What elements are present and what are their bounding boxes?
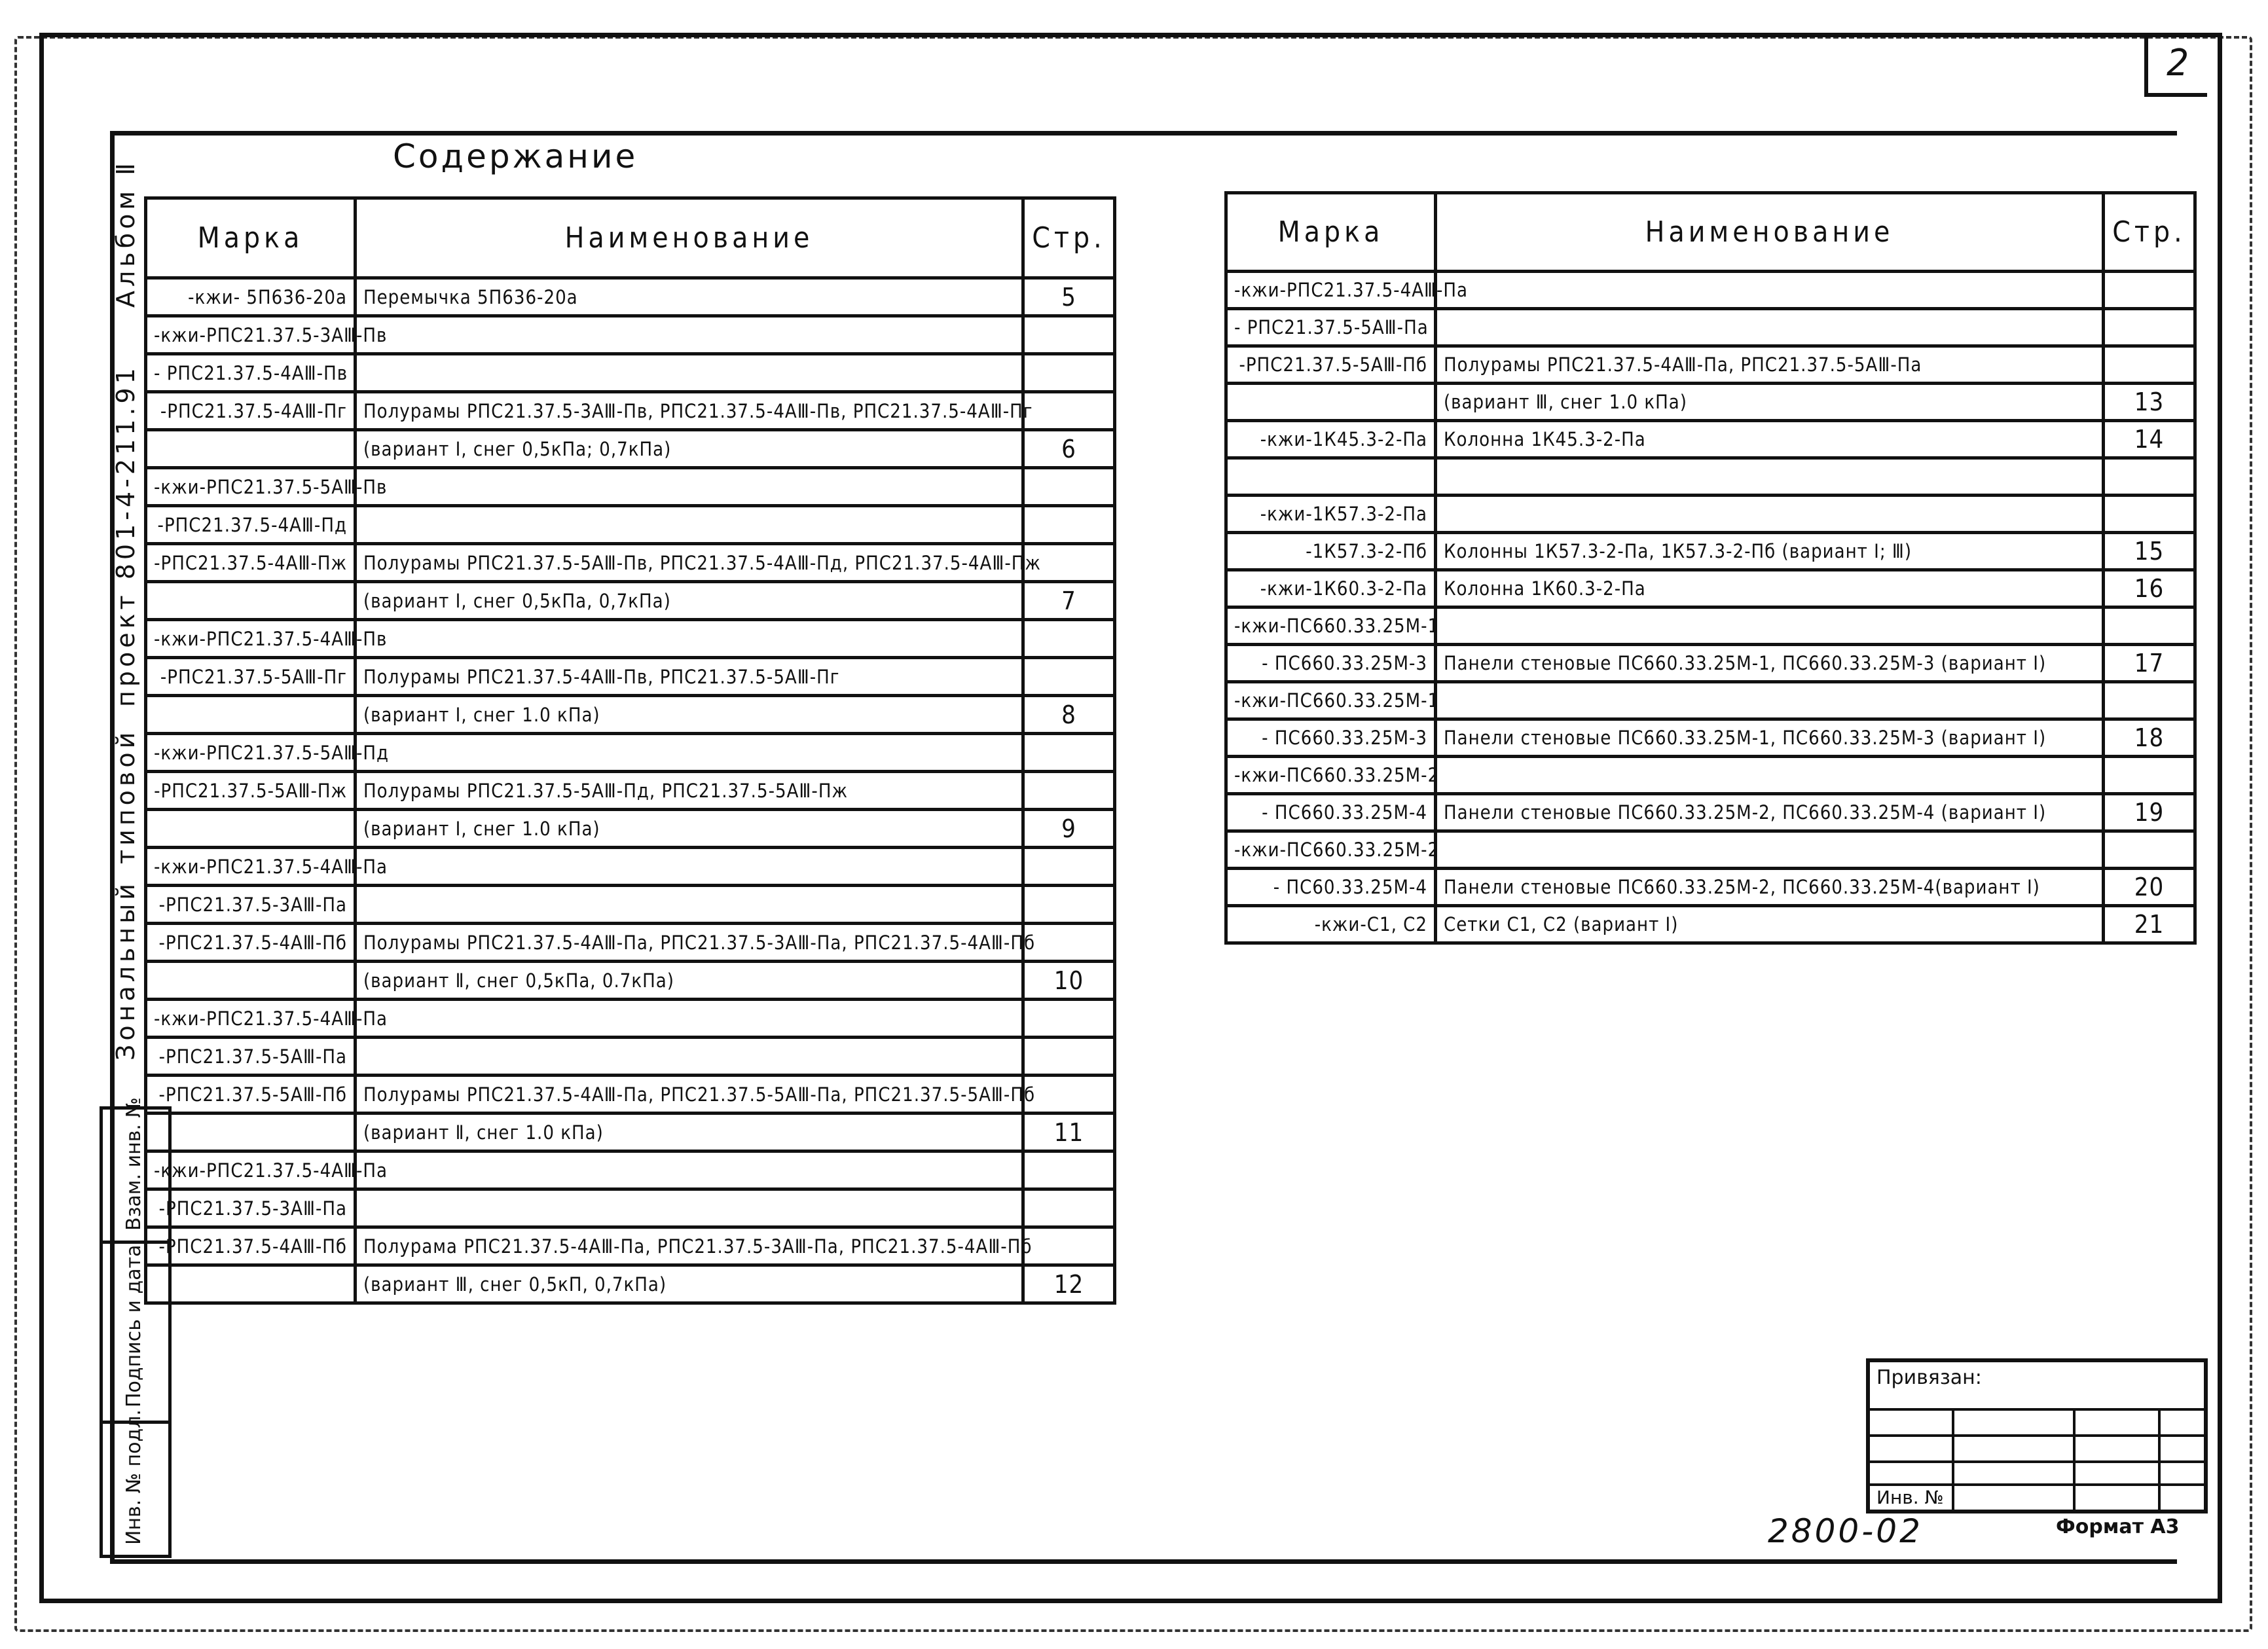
- name-cell: (вариант I, снег 0,5кПа; 0,7кПа): [356, 430, 1023, 468]
- marka-cell: -РПС21.37.5-5АⅢ-Пг: [146, 658, 356, 696]
- page-cell: 20: [2104, 869, 2195, 906]
- table-row: [1226, 794, 2195, 831]
- page-cell: [1023, 1000, 1115, 1038]
- page-cell: 21: [2104, 906, 2195, 943]
- header-name: Наименование: [356, 198, 1023, 278]
- table-row: [1226, 458, 2195, 496]
- page-cell: 8: [1023, 696, 1115, 734]
- marka-cell: - ПС660.33.25М-3: [1226, 719, 1436, 757]
- page-cell: [2104, 682, 2195, 719]
- table-row: [146, 1114, 1115, 1151]
- name-cell: Панели стеновые ПС660.33.25М-2, ПС660.33.25М-4(вариант I): [1436, 869, 2104, 906]
- marka-cell: - РПС21.37.5-5АⅢ-Па: [1226, 309, 1436, 346]
- marka-cell: -кжи-ПС660.33.25М-2: [1226, 757, 1436, 794]
- table-row: [1226, 570, 2195, 607]
- page-cell: [1023, 1151, 1115, 1189]
- name-cell: [356, 506, 1023, 544]
- name-cell: [1436, 458, 2104, 496]
- page-number: 2: [2144, 34, 2207, 97]
- privyazan-label: Привязан:: [1876, 1366, 1982, 1389]
- page-cell: [1023, 468, 1115, 506]
- table-row: [1226, 272, 2195, 309]
- marka-cell: -кжи-РПС21.37.5-4АⅢ-Па: [146, 1000, 356, 1038]
- table-row: [146, 354, 1115, 392]
- name-cell: [356, 1038, 1023, 1076]
- marka-cell: -1К57.3-2-Пб: [1226, 533, 1436, 570]
- title-block-line: [2073, 1408, 2076, 1510]
- marka-cell: -кжи-РПС21.37.5-4АⅢ-Па: [1226, 272, 1436, 309]
- page-cell: 15: [2104, 533, 2195, 570]
- marka-cell: -РПС21.37.5-4АⅢ-Пб: [146, 924, 356, 962]
- name-cell: [1436, 682, 2104, 719]
- name-cell: (вариант Ⅲ, снег 0,5кП, 0,7кПа): [356, 1265, 1023, 1303]
- signature-date-label: Подпись и дата: [122, 1244, 145, 1407]
- page-cell: [1023, 620, 1115, 658]
- page-cell: [2104, 346, 2195, 384]
- name-cell: (вариант Ⅲ, снег 1.0 кПа): [1436, 384, 2104, 421]
- table-row: [1226, 384, 2195, 421]
- page-cell: [1023, 886, 1115, 924]
- page-cell: 19: [2104, 794, 2195, 831]
- page-cell: [1023, 772, 1115, 810]
- header-marka-right: Марка: [1226, 193, 1436, 272]
- name-cell: Полурамы РПС21.37.5-4АⅢ-Пв, РПС21.37.5-5АⅢ-Пг: [356, 658, 1023, 696]
- marka-cell: -кжи-1К60.3-2-Па: [1226, 570, 1436, 607]
- contents-table-left: [144, 196, 1116, 1305]
- marka-cell: -кжи-РПС21.37.5-4АⅢ-Пв: [146, 620, 356, 658]
- marka-cell: -РПС21.37.5-4АⅢ-Пд: [146, 506, 356, 544]
- table-row: [146, 582, 1115, 620]
- name-cell: (вариант I, снег 0,5кПа, 0,7кПа): [356, 582, 1023, 620]
- contents-right-body: [1226, 272, 2195, 943]
- page-cell: 16: [2104, 570, 2195, 607]
- name-cell: Полурамы РПС21.37.5-3АⅢ-Пв, РПС21.37.5-4АⅢ-Пв, РПС21.37.5-4АⅢ-Пг: [356, 392, 1023, 430]
- header-page-right: Стр.: [2104, 193, 2195, 272]
- table-row: [146, 544, 1115, 582]
- page-cell: 14: [2104, 421, 2195, 458]
- marka-cell: -кжи-1К57.3-2-Па: [1226, 496, 1436, 533]
- page-cell: [1023, 1227, 1115, 1265]
- marka-cell: [146, 810, 356, 848]
- page-cell: [1023, 1189, 1115, 1227]
- table-row: [1226, 719, 2195, 757]
- contents-left-body: [146, 278, 1115, 1303]
- name-cell: (вариант I, снег 1.0 кПа): [356, 696, 1023, 734]
- table-row: [1226, 645, 2195, 682]
- name-cell: [1436, 272, 2104, 309]
- table-row: [146, 620, 1115, 658]
- page-cell: 11: [1023, 1114, 1115, 1151]
- marka-cell: -РПС21.37.5-4АⅢ-Пг: [146, 392, 356, 430]
- marka-cell: -РПС21.37.5-5АⅢ-Пж: [146, 772, 356, 810]
- table-row: [146, 962, 1115, 1000]
- page-cell: [1023, 1076, 1115, 1114]
- marka-cell: -кжи-1К45.3-2-Па: [1226, 421, 1436, 458]
- page-cell: 5: [1023, 278, 1115, 316]
- name-cell: Полурама РПС21.37.5-4АⅢ-Па, РПС21.37.5-3АⅢ-Па, РПС21.37.5-4АⅢ-Пб: [356, 1227, 1023, 1265]
- name-cell: [356, 1151, 1023, 1189]
- table-row: [146, 848, 1115, 886]
- title-block-line: [2158, 1408, 2161, 1510]
- page-cell: [1023, 354, 1115, 392]
- name-cell: [1436, 607, 2104, 645]
- name-cell: [1436, 309, 2104, 346]
- album-label: Альбом Ⅱ: [111, 159, 140, 308]
- contents-table-right: [1224, 191, 2197, 945]
- title-block-line: [1952, 1408, 1954, 1510]
- stamp-divider: [103, 1241, 168, 1244]
- name-cell: [356, 468, 1023, 506]
- marka-cell: -кжи-РПС21.37.5-3АⅢ-Пв: [146, 316, 356, 354]
- marka-cell: [146, 962, 356, 1000]
- name-cell: Колонна 1К60.3-2-Па: [1436, 570, 2104, 607]
- marka-cell: [146, 696, 356, 734]
- table-row: [146, 468, 1115, 506]
- page-cell: [1023, 848, 1115, 886]
- page-cell: 18: [2104, 719, 2195, 757]
- page-cell: 9: [1023, 810, 1115, 848]
- page-cell: [1023, 392, 1115, 430]
- page-cell: [1023, 1038, 1115, 1076]
- table-row: [1226, 496, 2195, 533]
- table-row: [1226, 682, 2195, 719]
- table-row: [146, 278, 1115, 316]
- name-cell: [1436, 757, 2104, 794]
- page-cell: [1023, 924, 1115, 962]
- name-cell: Полурамы РПС21.37.5-5АⅢ-Пв, РПС21.37.5-4АⅢ-Пд, РПС21.37.5-4АⅢ-Пж: [356, 544, 1023, 582]
- name-cell: Колонны 1К57.3-2-Па, 1К57.3-2-Пб (вариант I; Ⅲ): [1436, 533, 2104, 570]
- name-cell: [356, 734, 1023, 772]
- marka-cell: -кжи-РПС21.37.5-5АⅢ-Пв: [146, 468, 356, 506]
- name-cell: [1436, 831, 2104, 869]
- page-cell: [2104, 272, 2195, 309]
- marka-cell: -РПС21.37.5-4АⅢ-Пб: [146, 1227, 356, 1265]
- table-row: [1226, 421, 2195, 458]
- table-row: [1226, 309, 2195, 346]
- table-row: [146, 734, 1115, 772]
- marka-cell: -РПС21.37.5-3АⅢ-Па: [146, 1189, 356, 1227]
- name-cell: [356, 886, 1023, 924]
- table-row: [1226, 533, 2195, 570]
- table-row: [146, 1265, 1115, 1303]
- name-cell: [356, 316, 1023, 354]
- marka-cell: [146, 582, 356, 620]
- marka-cell: -кжи-РПС21.37.5-4АⅢ-Па: [146, 848, 356, 886]
- stamp-column: [100, 1097, 172, 1558]
- table-row: [146, 1076, 1115, 1114]
- name-cell: Панели стеновые ПС660.33.25М-1, ПС660.33.25М-3 (вариант I): [1436, 719, 2104, 757]
- marka-cell: -кжи-РПС21.37.5-4АⅢ-Па: [146, 1151, 356, 1189]
- page-cell: [1023, 658, 1115, 696]
- table-row: [1226, 869, 2195, 906]
- name-cell: (вариант Ⅱ, снег 1.0 кПа): [356, 1114, 1023, 1151]
- marka-cell: -РПС21.37.5-3АⅢ-Па: [146, 886, 356, 924]
- marka-cell: [146, 1114, 356, 1151]
- page-cell: [2104, 458, 2195, 496]
- page-cell: [2104, 757, 2195, 794]
- table-row: [146, 1038, 1115, 1076]
- name-cell: Панели стеновые ПС660.33.25М-2, ПС660.33.25М-4 (вариант I): [1436, 794, 2104, 831]
- marka-cell: -РПС21.37.5-4АⅢ-Пж: [146, 544, 356, 582]
- project-label: проект 801-4-211.91: [111, 364, 140, 707]
- page-cell: [2104, 496, 2195, 533]
- marka-cell: -кжи-РПС21.37.5-5АⅢ-Пд: [146, 734, 356, 772]
- table-row: [146, 772, 1115, 810]
- table-row: [146, 1000, 1115, 1038]
- name-cell: [1436, 496, 2104, 533]
- typical-label: типовой: [111, 728, 140, 864]
- header-name-right: Наименование: [1436, 193, 2104, 272]
- table-row: [1226, 346, 2195, 384]
- zonal-label: Зональный: [111, 880, 140, 1060]
- name-cell: [356, 1000, 1023, 1038]
- table-row: [146, 392, 1115, 430]
- marka-cell: -кжи-ПС660.33.25М-2: [1226, 831, 1436, 869]
- page-cell: 7: [1023, 582, 1115, 620]
- table-row: [146, 924, 1115, 962]
- table-row: [146, 658, 1115, 696]
- name-cell: [356, 848, 1023, 886]
- marka-cell: - ПС660.33.25М-3: [1226, 645, 1436, 682]
- name-cell: Панели стеновые ПС660.33.25М-1, ПС660.33.25М-3 (вариант I): [1436, 645, 2104, 682]
- page-cell: 13: [2104, 384, 2195, 421]
- header-page: Стр.: [1023, 198, 1115, 278]
- page-cell: [2104, 309, 2195, 346]
- table-row: [146, 1189, 1115, 1227]
- table-row: [146, 1151, 1115, 1189]
- table-row: [146, 886, 1115, 924]
- title-block: [1866, 1358, 2208, 1513]
- page-cell: 17: [2104, 645, 2195, 682]
- marka-cell: -кжи-ПС660.33.25М-1: [1226, 607, 1436, 645]
- table-row: [1226, 831, 2195, 869]
- inv-no-label: Инв. №: [1876, 1487, 1944, 1508]
- inv-podl-label: Инв. № подл.: [122, 1409, 145, 1545]
- name-cell: (вариант Ⅱ, снег 0,5кПа, 0.7кПа): [356, 962, 1023, 1000]
- contents-title: Содержание: [393, 137, 638, 175]
- marka-cell: -кжи-С1, С2: [1226, 906, 1436, 943]
- marka-cell: [146, 430, 356, 468]
- title-block-line: [1870, 1408, 2204, 1411]
- name-cell: Полурамы РПС21.37.5-5АⅢ-Пд, РПС21.37.5-5АⅢ-Пж: [356, 772, 1023, 810]
- name-cell: Полурамы РПС21.37.5-4АⅢ-Па, РПС21.37.5-3АⅢ-Па, РПС21.37.5-4АⅢ-Пб: [356, 924, 1023, 962]
- marka-cell: -РПС21.37.5-5АⅢ-Пб: [1226, 346, 1436, 384]
- name-cell: Сетки С1, С2 (вариант I): [1436, 906, 2104, 943]
- marka-cell: - ПС60.33.25М-4: [1226, 869, 1436, 906]
- marka-cell: [1226, 458, 1436, 496]
- name-cell: Колонна 1К45.3-2-Па: [1436, 421, 2104, 458]
- name-cell: Перемычка 5П636-20а: [356, 278, 1023, 316]
- table-row: [146, 430, 1115, 468]
- table-row: [146, 810, 1115, 848]
- table-row: [146, 506, 1115, 544]
- page-cell: [2104, 831, 2195, 869]
- name-cell: Полурамы РПС21.37.5-4АⅢ-Па, РПС21.37.5-5АⅢ-Па, РПС21.37.5-5АⅢ-Пб: [356, 1076, 1023, 1114]
- title-block-line: [1870, 1483, 2204, 1486]
- marka-cell: [146, 1265, 356, 1303]
- marka-cell: - ПС660.33.25М-4: [1226, 794, 1436, 831]
- name-cell: Полурамы РПС21.37.5-4АⅢ-Па, РПС21.37.5-5АⅢ-Па: [1436, 346, 2104, 384]
- page-cell: [2104, 607, 2195, 645]
- name-cell: [356, 620, 1023, 658]
- title-block-line: [1870, 1460, 2204, 1463]
- marka-cell: -кжи- 5П636-20а: [146, 278, 356, 316]
- page-cell: 10: [1023, 962, 1115, 1000]
- table-row: [1226, 607, 2195, 645]
- page-cell: [1023, 506, 1115, 544]
- name-cell: [356, 1189, 1023, 1227]
- title-block-line: [1870, 1434, 2204, 1437]
- table-row: [146, 316, 1115, 354]
- document-code: 2800-02: [1768, 1512, 1923, 1550]
- vzam-inv-label: Взам. инв. №: [122, 1097, 145, 1231]
- table-row: [146, 1227, 1115, 1265]
- header-marka: Марка: [146, 198, 356, 278]
- page-cell: 12: [1023, 1265, 1115, 1303]
- marka-cell: [1226, 384, 1436, 421]
- page-cell: 6: [1023, 430, 1115, 468]
- table-row: [146, 696, 1115, 734]
- name-cell: [356, 354, 1023, 392]
- sheet-format: Формат А3: [2056, 1515, 2180, 1538]
- marka-cell: -кжи-ПС660.33.25М-1: [1226, 682, 1436, 719]
- page-cell: [1023, 316, 1115, 354]
- marka-cell: -РПС21.37.5-5АⅢ-Пб: [146, 1076, 356, 1114]
- name-cell: (вариант I, снег 1.0 кПа): [356, 810, 1023, 848]
- table-row: [1226, 757, 2195, 794]
- marka-cell: - РПС21.37.5-4АⅢ-Пв: [146, 354, 356, 392]
- marka-cell: -РПС21.37.5-5АⅢ-Па: [146, 1038, 356, 1076]
- table-row: [1226, 906, 2195, 943]
- page-cell: [1023, 734, 1115, 772]
